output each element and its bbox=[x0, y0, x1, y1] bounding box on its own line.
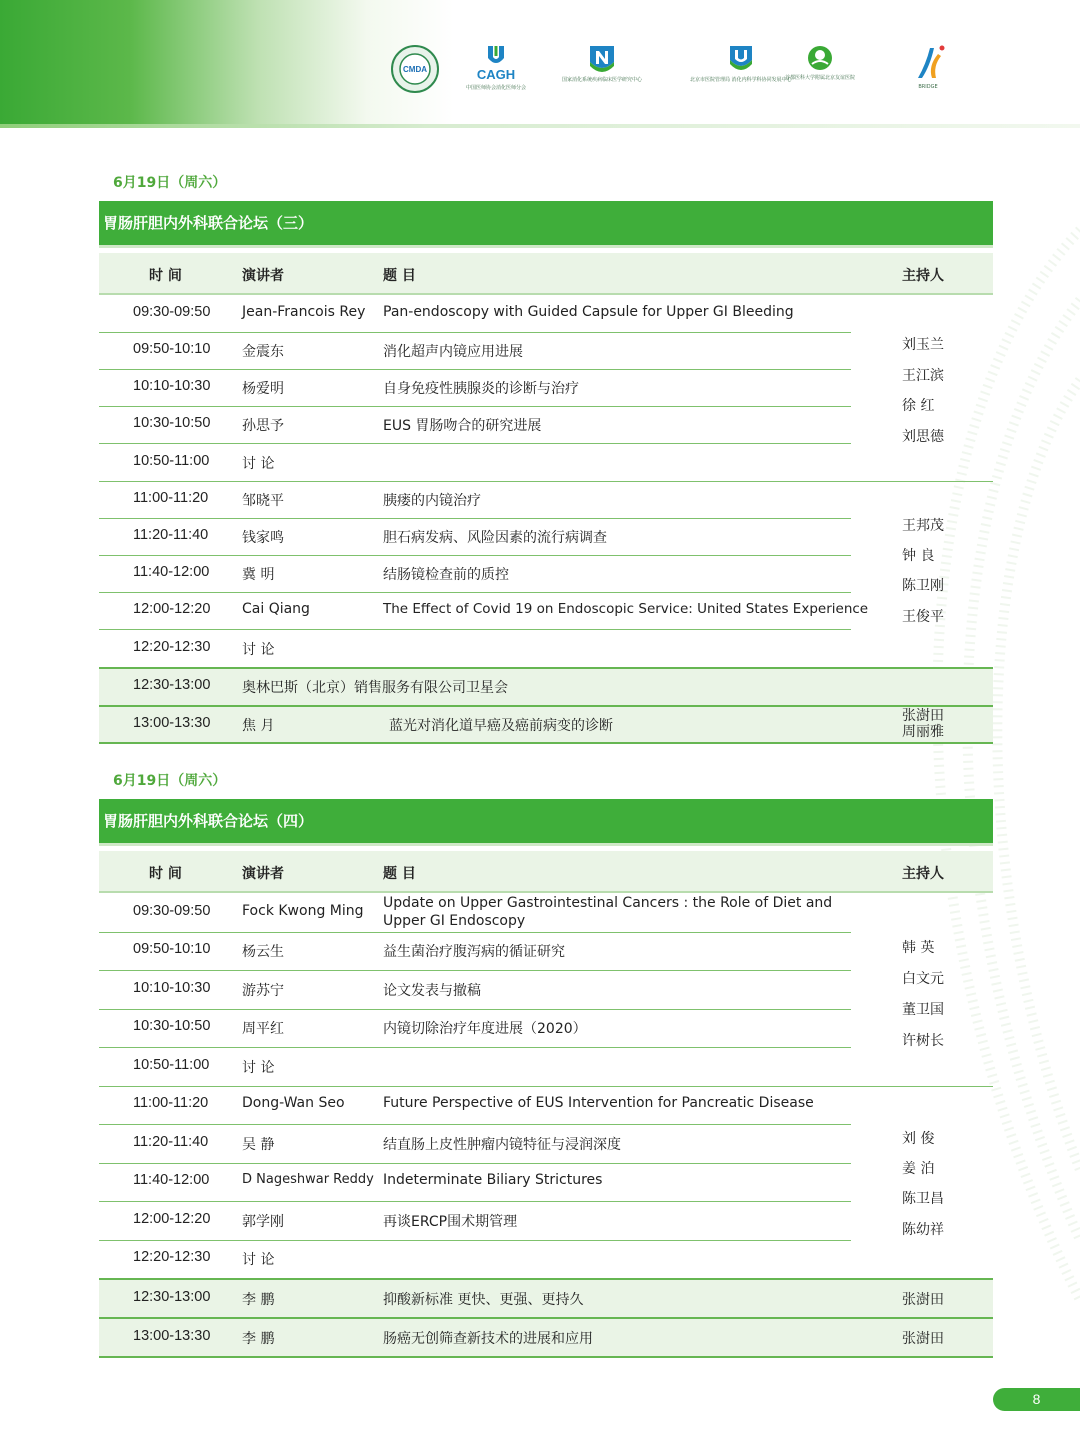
row-time: 11:00-11:20 bbox=[133, 490, 209, 506]
row-speaker: 游苏宁 bbox=[242, 983, 284, 999]
row-divider bbox=[99, 332, 851, 333]
row-divider bbox=[99, 1163, 851, 1164]
host-name: 王邦茂 bbox=[902, 518, 944, 534]
row-time: 12:30-13:00 bbox=[133, 1289, 211, 1305]
row-divider bbox=[99, 1356, 993, 1358]
row-host: 张澍田 bbox=[902, 1292, 944, 1308]
row-time: 09:50-10:10 bbox=[133, 341, 211, 357]
table-row-satellite bbox=[99, 669, 993, 705]
host-name: 王俊平 bbox=[902, 609, 944, 625]
row-divider bbox=[99, 629, 851, 630]
row-speaker: 讨 论 bbox=[242, 456, 275, 472]
row-speaker: 周平红 bbox=[242, 1021, 284, 1037]
row-time: 11:40-12:00 bbox=[133, 564, 210, 580]
row-time: 09:30-09:50 bbox=[133, 304, 211, 320]
col-host-header: 主持人 bbox=[902, 268, 944, 284]
row-speaker: 吴 静 bbox=[242, 1137, 275, 1153]
row-speaker: 钱家鸣 bbox=[242, 530, 284, 546]
host-name: 钟 良 bbox=[902, 548, 935, 564]
beijing-admin-caption: 北京市医院管理局 消化内科学科协同发展中心 bbox=[690, 77, 792, 83]
row-divider bbox=[99, 932, 851, 933]
host-name: 白文元 bbox=[902, 971, 944, 987]
national-center-logo bbox=[562, 44, 642, 83]
row-topic: Indeterminate Biliary Strictures bbox=[383, 1172, 603, 1188]
n-shield-icon bbox=[588, 44, 616, 74]
row-speaker: Cai Qiang bbox=[242, 601, 310, 617]
host-name: 陈卫昌 bbox=[902, 1191, 944, 1207]
host-name: 王江滨 bbox=[902, 368, 944, 384]
cagh-wordmark: CAGH bbox=[476, 67, 516, 82]
u-shield-icon bbox=[727, 44, 755, 74]
globe-icon bbox=[806, 44, 834, 72]
partner-logos bbox=[0, 44, 1080, 104]
row-divider bbox=[99, 1086, 993, 1087]
col-topic-header: 题 目 bbox=[383, 866, 416, 882]
row-topic: 结直肠上皮性肿瘤内镜特征与浸润深度 bbox=[383, 1137, 621, 1153]
row-speaker: 邹晓平 bbox=[242, 493, 284, 509]
row-speaker: D Nageshwar Reddy bbox=[242, 1172, 374, 1187]
svg-text:CMDA: CMDA bbox=[403, 65, 427, 74]
row-speaker: Jean-Francois Rey bbox=[242, 304, 366, 320]
row-topic: EUS 胃肠吻合的研究进展 bbox=[383, 418, 542, 434]
host-name: 刘玉兰 bbox=[902, 337, 944, 353]
row-time: 10:50-11:00 bbox=[133, 453, 210, 469]
row-topic: 内镜切除治疗年度进展（2020） bbox=[383, 1021, 587, 1037]
row-time: 11:00-11:20 bbox=[133, 1095, 209, 1111]
row-divider bbox=[99, 970, 851, 971]
row-time: 12:00-12:20 bbox=[133, 601, 211, 617]
section1-table-header bbox=[99, 253, 993, 295]
section1-date: 6月19日（周六） bbox=[113, 175, 227, 191]
row-host-2: 周丽雅 bbox=[902, 724, 944, 740]
row-time: 09:50-10:10 bbox=[133, 941, 211, 957]
col-topic-header: 题 目 bbox=[383, 268, 416, 284]
beijing-admin-logo bbox=[690, 44, 792, 83]
row-speaker: Fock Kwong Ming bbox=[242, 903, 364, 919]
row-time: 11:20-11:40 bbox=[133, 527, 209, 543]
row-divider bbox=[99, 1201, 851, 1202]
row-host: 张澍田 bbox=[902, 1331, 944, 1347]
section2-title: 胃肠肝胆内外科联合论坛（四） bbox=[99, 799, 993, 843]
row-topic: 蓝光对消化道早癌及癌前病变的诊断 bbox=[389, 718, 613, 734]
row-divider bbox=[99, 555, 851, 556]
bridge-caption: BRIDGE bbox=[918, 84, 938, 90]
row-topic: 结肠镜检查前的质控 bbox=[383, 567, 509, 583]
col-time-header: 时 间 bbox=[149, 866, 182, 882]
col-speaker-header: 演讲者 bbox=[242, 268, 284, 284]
col-speaker-header: 演讲者 bbox=[242, 866, 284, 882]
section2-title-shadow bbox=[99, 843, 993, 846]
row-topic: 消化超声内镜应用进展 bbox=[383, 344, 523, 360]
col-time-header: 时 间 bbox=[149, 268, 182, 284]
row-topic: 肠癌无创筛查新技术的进展和应用 bbox=[383, 1331, 593, 1347]
row-time: 11:20-11:40 bbox=[133, 1134, 209, 1150]
cmda-logo bbox=[390, 44, 440, 94]
bridge-emblem-icon bbox=[908, 44, 948, 82]
row-divider bbox=[99, 1124, 851, 1125]
section2-date: 6月19日（周六） bbox=[113, 773, 227, 789]
row-divider bbox=[99, 1009, 851, 1010]
row-speaker: 杨爱明 bbox=[242, 381, 284, 397]
row-topic: Future Perspective of EUS Intervention for Pancreatic Disease bbox=[383, 1095, 814, 1111]
row-topic: Pan-endoscopy with Guided Capsule for Upper GI Bleeding bbox=[383, 304, 794, 320]
row-topic: 抑酸新标准 更快、更强、更持久 bbox=[383, 1292, 584, 1308]
row-speaker: 李 鹏 bbox=[242, 1331, 275, 1347]
host-name: 董卫国 bbox=[902, 1002, 944, 1018]
row-topic: 胆石病发病、风险因素的流行病调查 bbox=[383, 530, 607, 546]
row-time: 12:30-13:00 bbox=[133, 677, 211, 693]
cagh-u-icon bbox=[484, 44, 508, 68]
row-topic: 再谈ERCP围术期管理 bbox=[383, 1214, 518, 1230]
row-time: 10:10-10:30 bbox=[133, 980, 211, 996]
header-divider bbox=[0, 124, 1080, 128]
row-divider bbox=[99, 481, 993, 482]
row-divider bbox=[99, 742, 993, 744]
row-time: 12:00-12:20 bbox=[133, 1211, 211, 1227]
host-name: 陈幼祥 bbox=[902, 1222, 944, 1238]
row-speaker: 讨 论 bbox=[242, 642, 275, 658]
row-divider bbox=[99, 518, 851, 519]
row-time: 11:40-12:00 bbox=[133, 1172, 210, 1188]
row-speaker: 郭学刚 bbox=[242, 1214, 284, 1230]
section1-title: 胃肠肝胆内外科联合论坛（三） bbox=[99, 201, 993, 245]
host-name: 韩 英 bbox=[902, 940, 935, 956]
row-divider bbox=[99, 592, 851, 593]
row-topic: 自身免疫性胰腺炎的诊断与治疗 bbox=[383, 381, 579, 397]
row-topic: 论文发表与撤稿 bbox=[383, 983, 481, 999]
youyi-hospital-caption: 首都医科大学附属北京友谊医院 bbox=[785, 75, 856, 81]
row-speaker: 金震东 bbox=[242, 344, 284, 360]
row-time: 10:10-10:30 bbox=[133, 378, 211, 394]
row-speaker: Dong-Wan Seo bbox=[242, 1095, 345, 1111]
page-number: 8 bbox=[993, 1388, 1080, 1411]
bridge-logo bbox=[908, 44, 948, 90]
host-name: 姜 泊 bbox=[902, 1161, 935, 1177]
row-divider bbox=[99, 443, 851, 444]
row-topic: The Effect of Covid 19 on Endoscopic Service: United States Experience bbox=[383, 601, 869, 617]
row-topic: 胰瘘的内镜治疗 bbox=[383, 493, 481, 509]
row-time: 10:50-11:00 bbox=[133, 1057, 210, 1073]
row-divider bbox=[99, 1240, 851, 1241]
row-topic: 益生菌治疗腹泻病的循证研究 bbox=[383, 944, 565, 960]
row-speaker: 焦 月 bbox=[242, 718, 275, 734]
section2-table-header bbox=[99, 851, 993, 893]
row-time: 13:00-13:30 bbox=[133, 715, 211, 731]
row-time: 10:30-10:50 bbox=[133, 415, 211, 431]
table-row-highlight bbox=[99, 1280, 993, 1317]
national-center-caption: 国家消化系统疾病临床医学研究中心 bbox=[562, 77, 643, 83]
row-time: 13:00-13:30 bbox=[133, 1328, 211, 1344]
row-host-1: 张澍田 bbox=[902, 708, 944, 724]
row-speaker: 讨 论 bbox=[242, 1060, 275, 1076]
host-name: 许树长 bbox=[902, 1033, 944, 1049]
row-speaker: 讨 论 bbox=[242, 1252, 275, 1268]
table-row-highlight bbox=[99, 707, 993, 742]
youyi-hospital-logo bbox=[785, 44, 855, 81]
host-name: 刘 俊 bbox=[902, 1131, 935, 1147]
row-topic: Update on Upper Gastrointestinal Cancers : the Role of Diet and Upper GI Endoscopy bbox=[383, 895, 833, 929]
host-name: 陈卫刚 bbox=[902, 578, 944, 594]
row-speaker: 李 鹏 bbox=[242, 1292, 275, 1308]
cagh-caption: 中国医师协会消化医师分会 bbox=[466, 85, 527, 91]
table-row-highlight bbox=[99, 1319, 993, 1356]
row-speaker: 冀 明 bbox=[242, 567, 275, 583]
row-divider bbox=[99, 406, 851, 407]
cmda-emblem-icon bbox=[390, 44, 440, 94]
row-time: 12:20-12:30 bbox=[133, 639, 211, 655]
cagh-logo bbox=[466, 44, 526, 91]
row-divider bbox=[99, 1047, 851, 1048]
row-time: 12:20-12:30 bbox=[133, 1249, 211, 1265]
host-name: 刘思德 bbox=[902, 429, 944, 445]
section1-title-shadow bbox=[99, 245, 993, 248]
row-speaker: 孙思予 bbox=[242, 418, 284, 434]
col-host-header: 主持人 bbox=[902, 866, 944, 882]
host-name: 徐 红 bbox=[902, 398, 935, 414]
row-speaker: 杨云生 bbox=[242, 944, 284, 960]
table-row bbox=[99, 894, 851, 932]
row-time: 09:30-09:50 bbox=[133, 903, 211, 919]
row-speaker: 奥林巴斯（北京）销售服务有限公司卫星会 bbox=[242, 680, 508, 696]
row-time: 10:30-10:50 bbox=[133, 1018, 211, 1034]
row-divider bbox=[99, 369, 851, 370]
